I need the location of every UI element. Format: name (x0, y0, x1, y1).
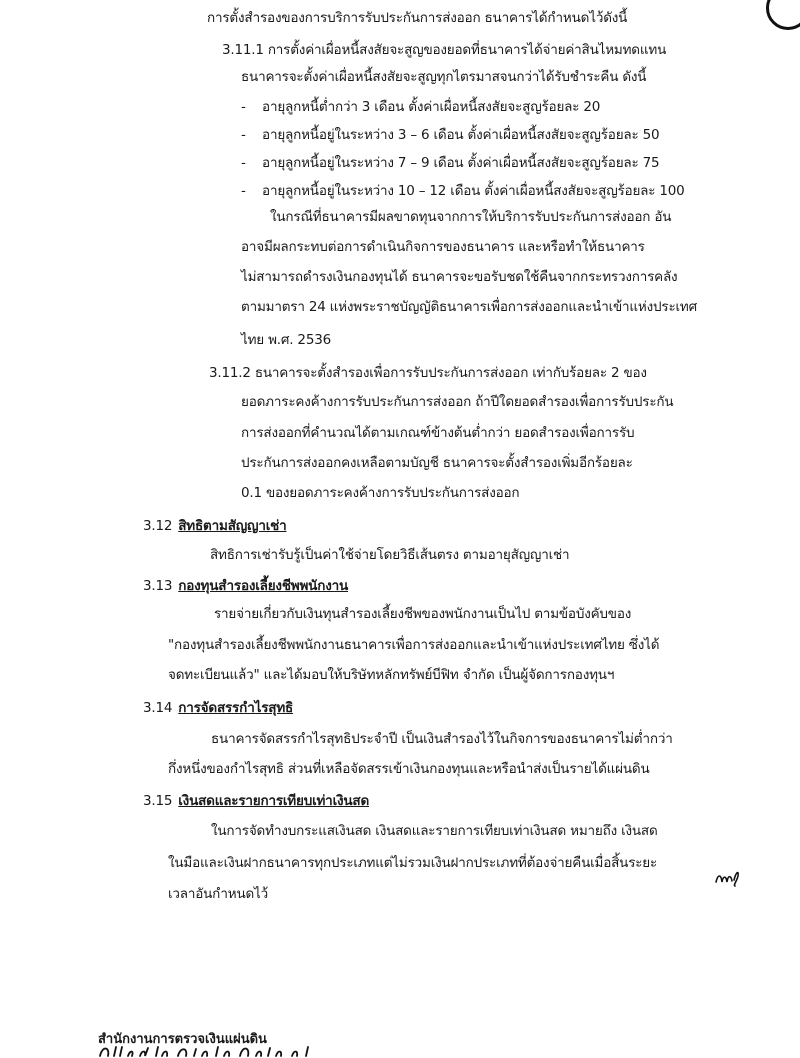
section-3-15-line: เวลาอันกำหนดไว้ (168, 886, 269, 902)
bullet-text: อายุลูกหนี้อยู่ในระหว่าง 3 – 6 เดือน ตั้งค่าเผื่อหนี้สงสัยจะสูญร้อยละ 50 (262, 127, 660, 143)
section-3-11-2-line: 0.1 ของยอดภาระคงค้างการรับประกันการส่งออก (241, 485, 520, 501)
section-3-12-line: สิทธิการเช่ารับรู้เป็นค่าใช้จ่ายโดยวิธีเส้นตรง ตามอายุสัญญาเช่า (210, 547, 570, 563)
page-number-mark (766, 0, 800, 30)
section-heading-3-15 (143, 791, 369, 811)
heading-number: 3.13 (143, 578, 173, 594)
intro-line: การตั้งสำรองของการบริการรับประกันการส่งออก ธนาคารได้กำหนดไว้ดังนี้ (207, 10, 628, 26)
handwritten-initials (714, 866, 742, 888)
bullet-text: อายุลูกหนี้ต่ำกว่า 3 เดือน ตั้งค่าเผื่อหนี้สงสัยจะสูญร้อยละ 20 (262, 99, 601, 115)
heading-title: การจัดสรรกำไรสุทธิ (178, 700, 294, 716)
section-3-11-2-line: 3.11.2 ธนาคารจะตั้งสำรองเพื่อการรับประกันการส่งออก เท่ากับร้อยละ 2 ของ (209, 365, 647, 381)
heading-title: กองทุนสำรองเลี้ยงชีพพนักงาน (178, 578, 348, 594)
paragraph-line: ตามมาตรา 24 แห่งพระราชบัญญัติธนาคารเพื่อการส่งออกและนำเข้าแห่งประเทศ (241, 299, 697, 315)
section-3-11-2-line: ยอดภาระคงค้างการรับประกันการส่งออก ถ้าปีใดยอดสำรองเพื่อการรับประกัน (241, 394, 674, 410)
section-3-15-line: ในการจัดทำงบกระแสเงินสด เงินสดและรายการเทียบเท่าเงินสด หมายถึง เงินสด (211, 823, 658, 839)
section-heading-3-13 (143, 576, 348, 596)
heading-number: 3.12 (143, 518, 173, 534)
heading-title: สิทธิตามสัญญาเช่า (178, 518, 287, 534)
paragraph-line: ในกรณีที่ธนาคารมีผลขาดทุนจากการให้บริการรับประกันการส่งออก อัน (270, 209, 672, 225)
section-3-13-line: "กองทุนสำรองเลี้ยงชีพพนักงานธนาคารเพื่อการส่งออกและนำเข้าแห่งประเทศไทย ซึ่งได้ (168, 637, 660, 653)
bullet-item: - อายุลูกหนี้ต่ำกว่า 3 เดือน ตั้งค่าเผื่อหนี้สงสัยจะสูญร้อยละ 20 (241, 99, 601, 115)
section-3-11-2-line: ประกันการส่งออกคงเหลือตามบัญชี ธนาคารจะตั้งสำรองเพิ่มอีกร้อยละ (241, 455, 633, 471)
paragraph-line: ไทย พ.ศ. 2536 (241, 332, 331, 348)
section-3-11-2-line: การส่งออกที่คำนวณได้ตามเกณฑ์ข้างต้นต่ำกว่า ยอดสำรองเพื่อการรับ (241, 425, 635, 441)
section-heading-3-12 (143, 516, 286, 536)
section-3-13-line: จดทะเบียนแล้ว" และได้มอบให้บริษัทหลักทรัพย์บีฟิท จำกัด เป็นผู้จัดการกองทุนฯ (168, 667, 615, 683)
section-3-13-line: รายจ่ายเกี่ยวกับเงินทุนสำรองเลี้ยงชีพของพนักงานเป็นไป ตามข้อบังคับของ (214, 606, 632, 622)
footer-office-name: สำนักงานการตรวจเงินแผ่นดิน (98, 1032, 267, 1047)
bullet-item: - อายุลูกหนี้อยู่ในระหว่าง 10 – 12 เดือน ตั้งค่าเผื่อหนี้สงสัยจะสูญร้อยละ 100 (241, 183, 685, 199)
paragraph-line: ไม่สามารถดำรงเงินกองทุนได้ ธนาคารจะขอรับชดใช้คืนจากกระทรวงการคลัง (241, 269, 678, 285)
bullet-text: อายุลูกหนี้อยู่ในระหว่าง 7 – 9 เดือน ตั้งค่าเผื่อหนี้สงสัยจะสูญร้อยละ 75 (262, 155, 660, 171)
section-3-11-1-line1: 3.11.1 การตั้งค่าเผื่อหนี้สงสัยจะสูญของยอดที่ธนาคารได้จ่ายค่าสินไหมทดแทน (222, 42, 667, 58)
heading-number: 3.15 (143, 793, 173, 809)
paragraph-line: อาจมีผลกระทบต่อการดำเนินกิจการของธนาคาร และหรือทำให้ธนาคาร (241, 239, 645, 255)
section-3-15-line: ในมือและเงินฝากธนาคารทุกประเภทแต่ไม่รวมเงินฝากประเภทที่ต้องจ่ายคืนเมื่อสิ้นระยะ (168, 855, 658, 871)
section-3-11-1-line2: ธนาคารจะตั้งค่าเผื่อหนี้สงสัยจะสูญทุกไตรมาสจนกว่าได้รับชำระคืน ดังนี้ (241, 69, 647, 85)
bullet-text: อายุลูกหนี้อยู่ในระหว่าง 10 – 12 เดือน ตั้งค่าเผื่อหนี้สงสัยจะสูญร้อยละ 100 (262, 183, 685, 199)
bullet-item: - อายุลูกหนี้อยู่ในระหว่าง 7 – 9 เดือน ตั้งค่าเผื่อหนี้สงสัยจะสูญร้อยละ 75 (241, 155, 660, 171)
section-3-14-line: กึ่งหนึ่งของกำไรสุทธิ ส่วนที่เหลือจัดสรรเข้าเงินกองทุนและหรือนำส่งเป็นรายได้แผ่นดิน (168, 761, 650, 777)
section-3-14-line: ธนาคารจัดสรรกำไรสุทธิประจำปี เป็นเงินสำรองไว้ในกิจการของธนาคารไม่ต่ำกว่า (211, 731, 673, 747)
heading-number: 3.14 (143, 700, 173, 716)
section-heading-3-14 (143, 698, 293, 718)
bullet-item: - อายุลูกหนี้อยู่ในระหว่าง 3 – 6 เดือน ตั้งค่าเผื่อหนี้สงสัยจะสูญร้อยละ 50 (241, 127, 660, 143)
heading-title: เงินสดและรายการเทียบเท่าเงินสด (178, 793, 370, 809)
